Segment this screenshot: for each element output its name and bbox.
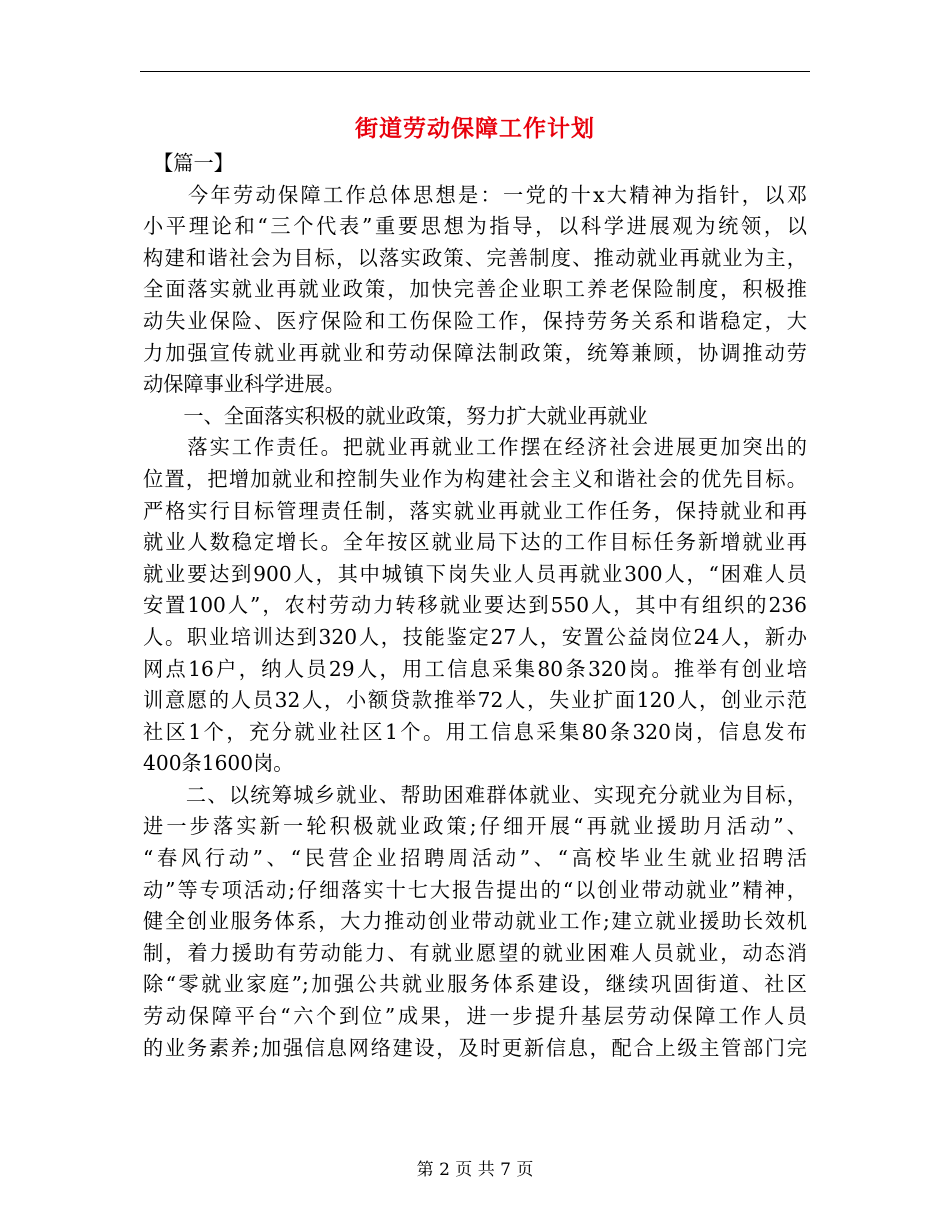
body-line: 严格实行目标管理责任制，落实就业再就业工作任务，保持就业和再 bbox=[143, 498, 807, 523]
body-line: 【篇一】 bbox=[143, 151, 234, 175]
body-line: 力加强宣传就业再就业和劳动保障法制政策，统筹兼顾，协调推动劳 bbox=[143, 340, 807, 365]
body-line: 训意愿的人员32人，小额贷款推举72人，失业扩面120人，创业示范 bbox=[143, 688, 807, 713]
body-line: 落实工作责任。把就业再就业工作摆在经济社会进展更加突出的 bbox=[143, 435, 807, 460]
document-title: 街道劳动保障工作计划 bbox=[355, 116, 595, 142]
body-line: 400条1600岗。 bbox=[143, 751, 294, 776]
document-body bbox=[143, 148, 807, 1064]
header-rule bbox=[140, 71, 810, 72]
body-line: 健全创业服务体系，大力推动创业带动就业工作;建立就业援助长效机 bbox=[143, 909, 807, 934]
body-line: 位置，把增加就业和控制失业作为构建社会主义和谐社会的优先目标。 bbox=[143, 466, 807, 491]
body-line: 动失业保险、医疗保险和工伤保险工作，保持劳务关系和谐稳定，大 bbox=[143, 308, 807, 333]
body-line: 构建和谐社会为目标，以落实政策、完善制度、推动就业再就业为主， bbox=[143, 245, 807, 270]
body-line: 的业务素养;加强信息网络建设，及时更新信息，配合上级主管部门完 bbox=[143, 1035, 807, 1060]
body-line: 动”等专项活动;仔细落实十七大报告提出的“以创业带动就业”精神， bbox=[143, 877, 807, 902]
body-line: 除“零就业家庭”;加强公共就业服务体系建设，继续巩固街道、社区 bbox=[143, 972, 807, 997]
page-footer: 第 2 页 共 7 页 bbox=[416, 1160, 534, 1180]
body-line: 全面落实就业再就业政策，加快完善企业职工养老保险制度，积极推 bbox=[143, 277, 807, 302]
body-line: 小平理论和“三个代表”重要思想为指导，以科学进展观为统领，以 bbox=[143, 214, 807, 239]
body-line: 进一步落实新一轮积极就业政策;仔细开展“再就业援助月活动”、 bbox=[143, 814, 807, 839]
body-line: 社区1个，充分就业社区1个。用工信息采集80条320岗，信息发布 bbox=[143, 719, 807, 744]
body-line: 制，着力援助有劳动能力、有就业愿望的就业困难人员就业，动态消 bbox=[143, 940, 807, 965]
body-line: 劳动保障平台“六个到位”成果，进一步提升基层劳动保障工作人员 bbox=[143, 1004, 807, 1029]
body-line: 二、以统筹城乡就业、帮助困难群体就业、实现充分就业为目标， bbox=[143, 782, 807, 807]
body-line: 今年劳动保障工作总体思想是：一党的十x大精神为指针，以邓 bbox=[143, 182, 807, 207]
body-line: 安置100人”，农村劳动力转移就业要达到550人，其中有组织的236 bbox=[143, 593, 807, 618]
body-line: 一、全面落实积极的就业政策，努力扩大就业再就业 bbox=[143, 403, 648, 428]
body-line: 网点16户，纳人员29人，用工信息采集80条320岗。推举有创业培 bbox=[143, 656, 807, 681]
body-line: 动保障事业科学进展。 bbox=[143, 372, 345, 397]
body-line: 人。职业培训达到320人，技能鉴定27人，安置公益岗位24人，新办 bbox=[143, 624, 807, 649]
body-line: “春风行动”、“民营企业招聘周活动”、“高校毕业生就业招聘活 bbox=[143, 846, 807, 871]
body-line: 就业人数稳定增长。全年按区就业局下达的工作目标任务新增就业再 bbox=[143, 530, 807, 555]
body-line: 就业要达到900人，其中城镇下岗失业人员再就业300人，“困难人员 bbox=[143, 561, 807, 586]
